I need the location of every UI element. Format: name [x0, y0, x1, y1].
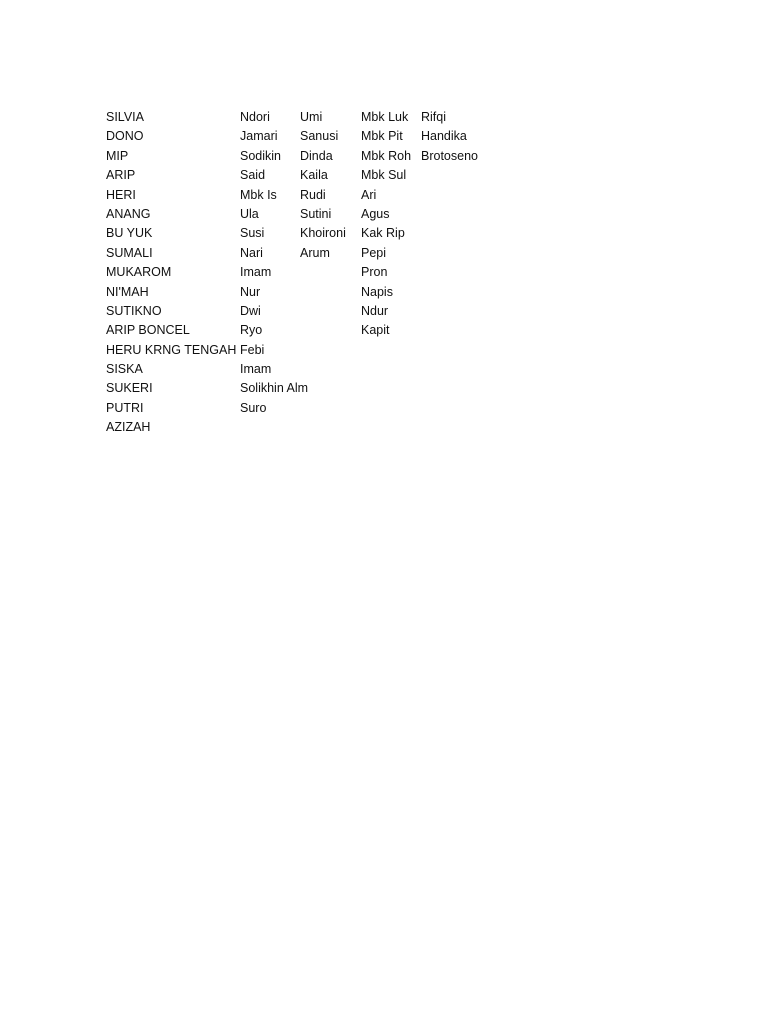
name-cell: Kaila [300, 168, 328, 183]
name-cell: Jamari [240, 129, 278, 144]
name-cell: Arum [300, 245, 330, 260]
name-cell: MIP [106, 148, 129, 163]
name-cell: SILVIA [106, 110, 144, 124]
name-cell: SUMALI [106, 245, 153, 260]
name-cell: Handika [421, 129, 467, 144]
name-cell: Sanusi [300, 129, 339, 144]
name-cell: Nur [240, 284, 261, 299]
name-column-1 [106, 108, 236, 438]
name-cell: Ari [361, 187, 377, 202]
name-cell: Febi [240, 342, 265, 357]
name-cell: Sodikin [240, 148, 281, 163]
name-cell: Dwi [240, 303, 261, 318]
name-cell: Mbk Is [240, 187, 277, 202]
name-cell: Ndori [240, 110, 270, 124]
name-cell: BU YUK [106, 226, 153, 241]
name-cell: Napis [361, 284, 393, 299]
name-cell: SISKA [106, 362, 143, 377]
name-cell: ARIP BONCEL [106, 323, 190, 338]
name-cell: Ndur [361, 303, 389, 318]
name-cell: SUKERI [106, 381, 153, 396]
name-cell: Nari [240, 245, 263, 260]
name-cell: Umi [300, 110, 323, 124]
name-cell: Rudi [300, 187, 326, 202]
name-cell: ANANG [106, 206, 151, 221]
name-column-4 [361, 108, 411, 341]
name-cell: Sutini [300, 206, 332, 221]
name-cell: DONO [106, 129, 144, 144]
name-cell: SUTIKNO [106, 303, 162, 318]
name-cell: AZIZAH [106, 420, 151, 435]
name-column-2 [240, 108, 308, 418]
name-column-5 [421, 108, 478, 166]
name-cell: MUKAROM [106, 265, 172, 280]
name-cell: Said [240, 168, 266, 183]
name-cell: Ula [240, 206, 259, 221]
name-cell: Mbk Luk [361, 110, 409, 124]
name-cell: HERU KRNG TENGAH [106, 342, 237, 357]
name-cell: Brotoseno [421, 148, 478, 163]
name-cell: Susi [240, 226, 265, 241]
name-cell: Khoironi [300, 226, 346, 241]
name-cell: Agus [361, 206, 390, 221]
name-cell: Mbk Roh [361, 148, 412, 163]
name-cell: Kapit [361, 323, 390, 338]
name-cell: ARIP [106, 168, 136, 183]
name-cell: Dinda [300, 148, 333, 163]
name-cell: Pron [361, 265, 388, 280]
name-cell: Solikhin Alm [240, 381, 309, 396]
name-cell: Rifqi [421, 110, 447, 124]
name-cell: Imam [240, 265, 272, 280]
name-cell: NI'MAH [106, 284, 149, 299]
name-cell: PUTRI [106, 400, 144, 415]
name-column-3 [300, 108, 346, 263]
name-cell: Imam [240, 362, 272, 377]
name-cell: Pepi [361, 245, 387, 260]
name-cell: HERI [106, 187, 136, 202]
name-cell: Mbk Pit [361, 129, 403, 144]
name-cell: Kak Rip [361, 226, 405, 241]
name-cell: Mbk Sul [361, 168, 407, 183]
name-cell: Suro [240, 400, 267, 415]
name-cell: Ryo [240, 323, 263, 338]
